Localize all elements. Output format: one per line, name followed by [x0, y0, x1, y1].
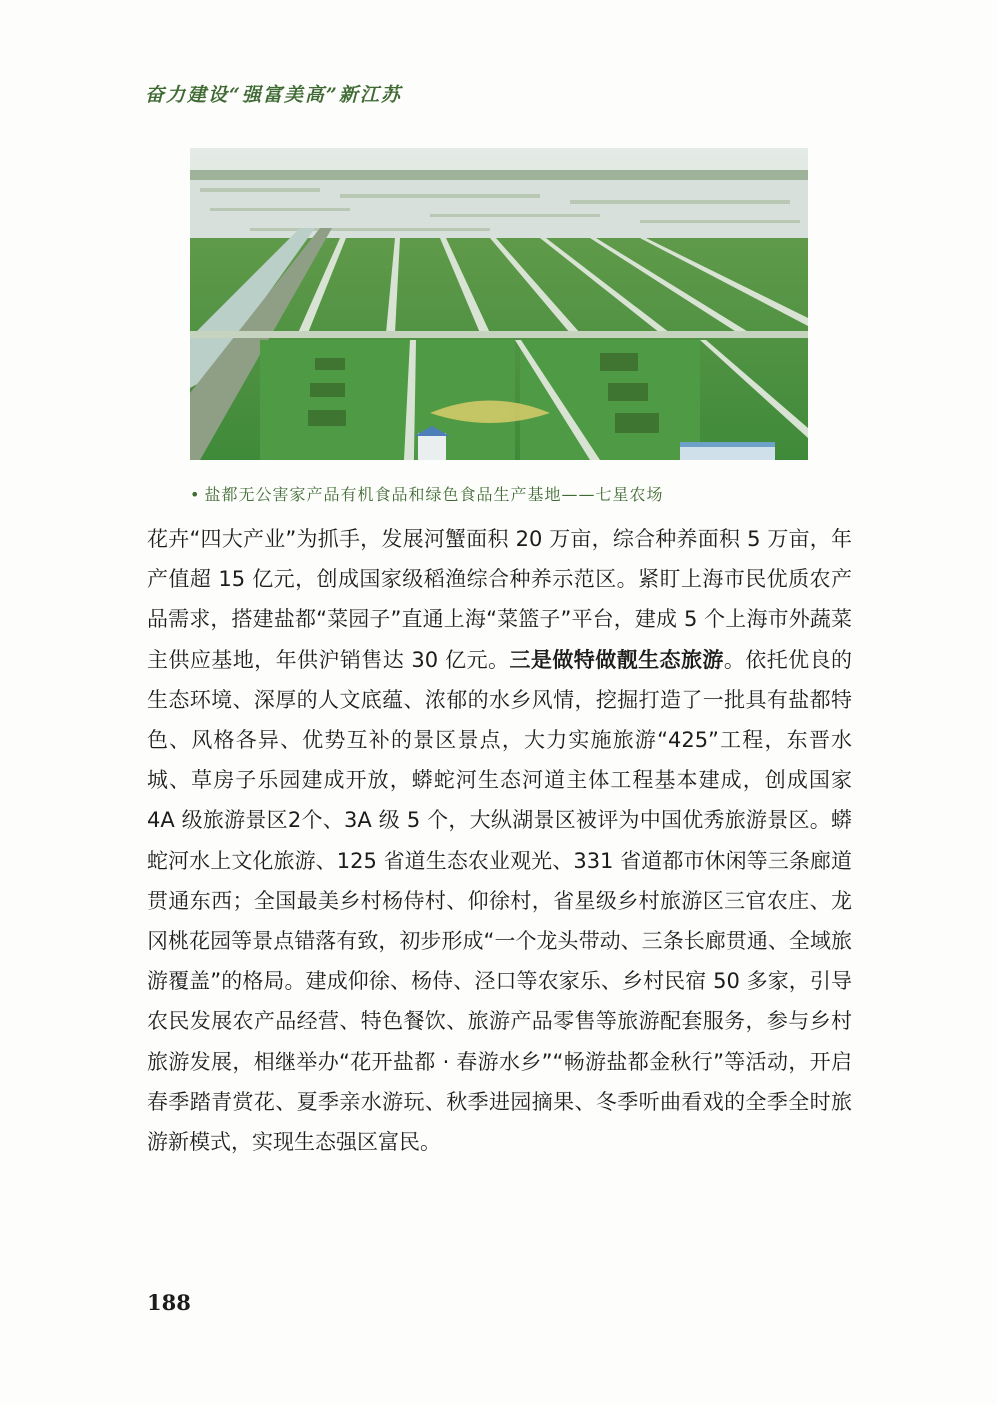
page-number: 188 — [147, 1290, 191, 1315]
running-head: 奋力建设“强富美高”新江苏 — [145, 84, 402, 106]
bold-lead-sentence: 三是做特做靓生态旅游 — [509, 647, 724, 672]
aerial-farm-photo — [190, 148, 808, 460]
caption-text: 盐都无公害家产品有机食品和绿色食品生产基地——七星农场 — [204, 485, 664, 504]
paragraph-2: 。依托优良的生态环境、深厚的人文底蕴、浓郁的水乡风情，挖掘打造了一批具有盐都特色、风格各异、优势互补的景区景点，大力实施旅游“425”工程，东晋水城、草房子乐园建成开放，蟒蛇河生态河道主体工程基本建成，创成国家 4A 级旅游景区2个、3A 级 5 个，大纵湖景区被评为中国优秀旅游景区。蟒蛇河水上文化旅游、125 省道生态农业观光、331 省道都市休闲等三条廊道贯通东西；全国最美乡村杨侍村、仰徐村，省星级乡村旅游区三官农庄、龙冈桃花园等景点错落有致，初步形成“一个龙头带动、三条长廊贯通、全域旅游覆盖”的格局。建成仰徐、杨侍、泾口等农家乐、乡村民宿 50 多家，引导农民发展农产品经营、特色餐饮、旅游产品零售等旅游配套服务，参与乡村旅游发展，相继举办“花开盐都 · 春游水乡”“畅游盐都金秋行”等活动，开启春季踏青赏花、夏季亲水游玩、秋季进园摘果、冬季听曲看戏的全季全时旅游新模式，实现生态强区富民。 — [147, 647, 853, 1155]
photo-caption — [190, 482, 830, 505]
body-text — [147, 519, 852, 1162]
caption-bullet: • — [190, 485, 201, 504]
paragraph-1: 花卉“四大产业”为抓手，发展河蟹面积 20 万亩，综合种养面积 5 万亩，年产值超 15 亿元，创成国家级稻渔综合种养示范区。紧盯上海市民优质农产品需求，搭建盐都“菜园子”直通上海“菜篮子”平台，建成 5 个上海市外蔬菜主供应基地，年供沪销售达 30 亿元。 — [147, 527, 852, 672]
